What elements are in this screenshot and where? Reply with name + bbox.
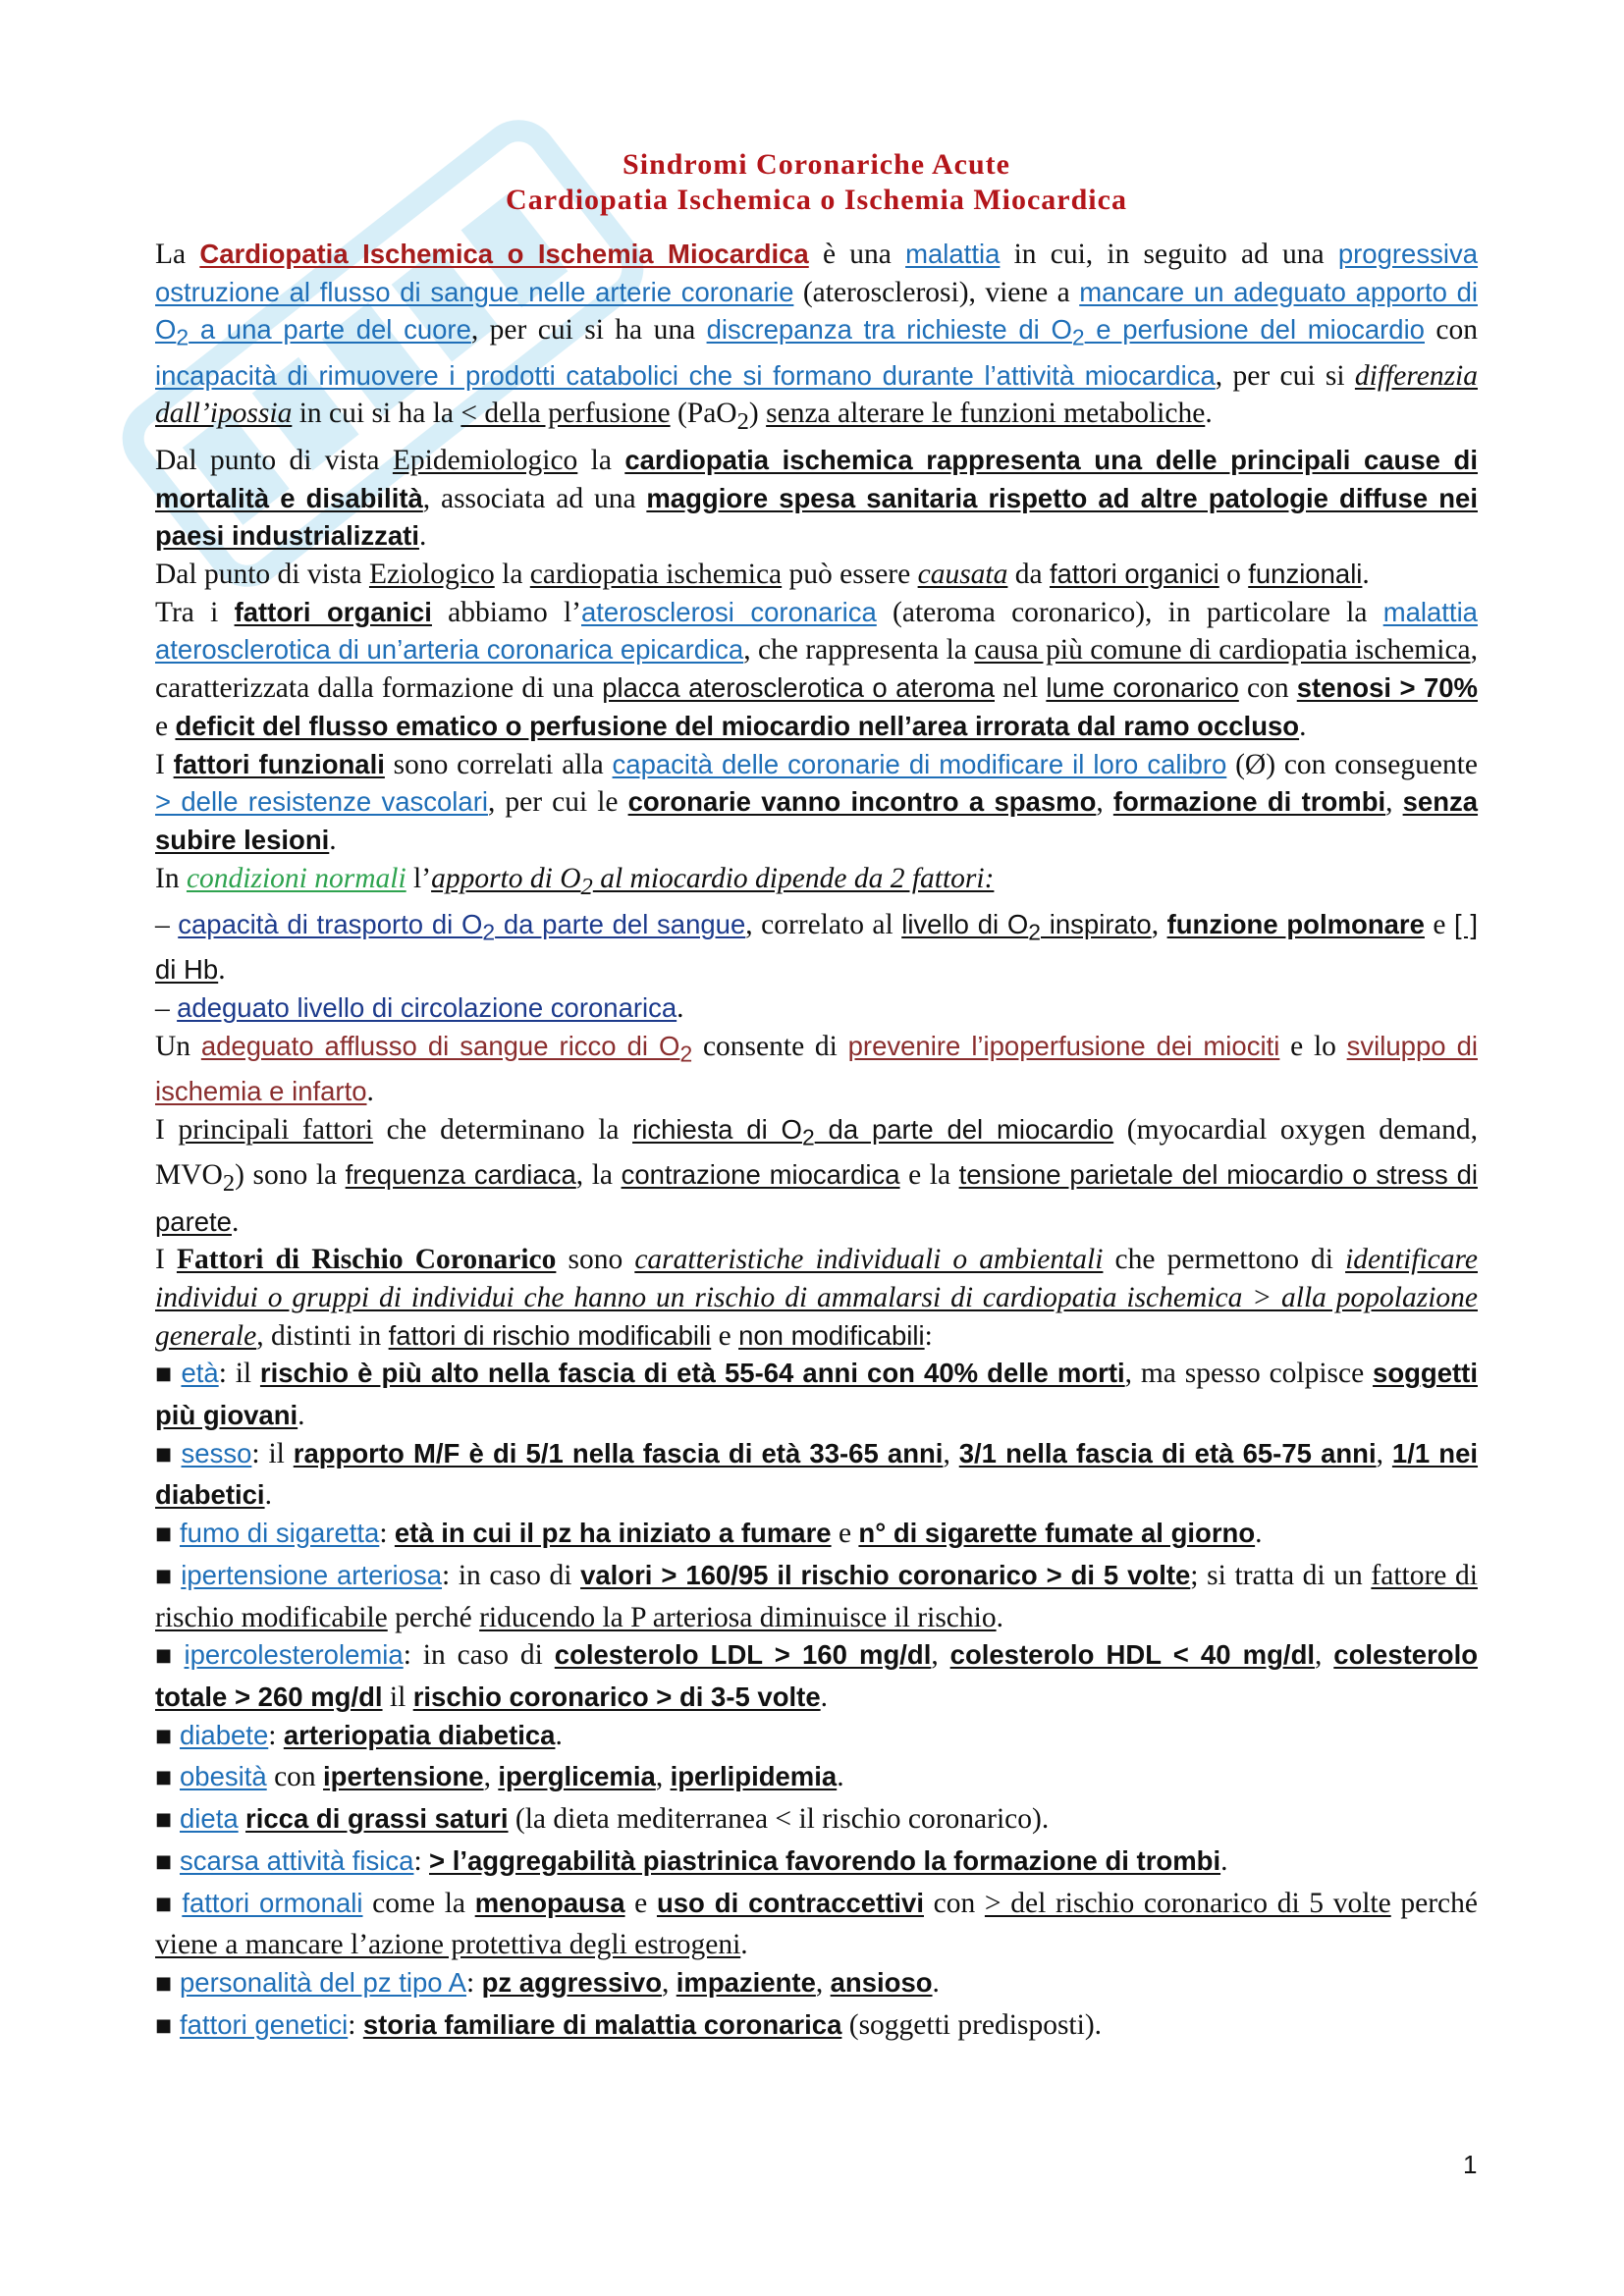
bullet-hormonal: ■ fattori ormonali come la menopausa e uso di contraccettivi con > del rischio coronarico di 5 volte perché viene a mancare l’azione protettiva degli estrogeni. <box>155 1887 1478 1961</box>
paragraph-oxygen-demand: I principali fattori che determinano la richiesta di $O_2$ da parte del miocardio (myocardial oxygen demand, $MVO_2$) sono la frequenza cardiaca, la contrazione miocardica e la tensione parietale del miocardio o stress di parete. <box>155 1113 1479 1238</box>
paragraph-blood-flow: Un adeguato afflusso di sangue ricco di $O_2$ consente di prevenire l’ipoperfusione dei miociti e lo sviluppo di ischemia e infarto. <box>155 1030 1478 1108</box>
bullet-smoking: ■ fumo di sigaretta: età in cui il pz ha iniziato a fumare e n° di sigarette fumate al giorno. <box>155 1518 1263 1550</box>
title-line-1: Sindromi Coronariche Acute <box>623 148 1010 181</box>
bullet-age: ■ età: il rischio è più alto nella fascia di età 55-64 anni con 40% delle morti, ma spesso colpisce soggetti più giovani. <box>155 1358 1478 1432</box>
bullet-square-icon: ■ <box>155 2014 173 2036</box>
list-item-transport: – capacità di trasporto di $O_2$ da parte del sangue, correlato al livello di $O_2$ inspirato, funzione polmonare e [ ] di Hb. <box>155 909 1479 987</box>
paragraph-risk-factors: I Fattori di Rischio Coronarico sono caratteristiche individuali o ambientali che permettono di identificare individui o gruppi di individui che hanno un rischio di ammalarsi di cardiopatia ischemica > alla popolazione generale, distinti in fattori di rischio modificabili e non modificabili: <box>155 1244 1479 1352</box>
bullet-genetics: ■ fattori genetici: storia familiare di malattia coronarica (soggetti predisposti). <box>155 2008 1103 2041</box>
bullet-square-icon: ■ <box>155 1363 174 1385</box>
bullet-square-icon: ■ <box>155 1767 173 1789</box>
title-line-2: Cardiopatia Ischemica o Ischemia Miocardica <box>506 184 1127 216</box>
bullet-physical-activity: ■ scarsa attività fisica: > l’aggregabilità piastrinica favorendo la formazione di trombi. <box>155 1844 1228 1877</box>
bullet-cholesterol: ■ ipercolesterolemia: in caso di colesterolo LDL > 160 mg/dl, colesterolo HDL < 40 mg/dl, colesterolo totale > 260 mg/dl il rischio coronarico > di 3-5 volte. <box>155 1639 1479 1713</box>
paragraph-functional-factors: I fattori funzionali sono correlati alla capacità delle coronarie di modificare il loro calibro (Ø) con conseguente > delle resistenze vascolari, per cui le coronarie vanno incontro a spasmo, formazione di trombi, senza subire lesioni. <box>155 748 1479 856</box>
bullet-square-icon: ■ <box>155 1443 174 1465</box>
paragraph-intro: La Cardiopatia Ischemica o Ischemia Miocardica è una malattia in cui, in seguito ad una progressiva ostruzione al flusso di sangue nelle arterie coronarie (aterosclerosi), viene a mancare un adeguato apporto di $O_2$ a una parte del cuore, per cui si ha una discrepanza tra richieste di $O_2$ e perfusione del miocardio con incapacità di rimuovere i prodotti catabolici che si formano durante l’attività miocardica, per cui si differenzia dall’ipossia in cui si ha la < della perfusione (PaO$_2$) senza alterare le funzioni metaboliche. <box>155 239 1479 436</box>
page-number: 1 <box>1463 2150 1478 2179</box>
bullet-square-icon: ■ <box>155 1523 173 1545</box>
bullet-square-icon: ■ <box>155 1850 173 1872</box>
bullet-diet: ■ dieta ricca di grassi saturi (la dieta mediterranea < il rischio coronarico). <box>155 1803 1050 1836</box>
bullet-obesity: ■ obesità con ipertensione, iperglicemia, iperlipidemia. <box>155 1761 844 1793</box>
bullet-square-icon: ■ <box>155 1972 173 1994</box>
bullet-sex: ■ sesso: il rapporto M/F è di 5/1 nella fascia di età 33-65 anni, 3/1 nella fascia di età 65-75 anni, 1/1 nei diabetici. <box>155 1437 1479 1512</box>
list-item-circulation: – adeguato livello di circolazione coronarica. <box>155 992 684 1025</box>
bullet-hypertension: ■ ipertensione arteriosa: in caso di valori > 160/95 il rischio coronarico > di 5 volte; si tratta di un fattore di rischio modificabile perché riducendo la P arteriosa diminuisce il rischio. <box>155 1559 1478 1633</box>
bullet-personality: ■ personalità del pz tipo A: pz aggressivo, impaziente, ansioso. <box>155 1966 940 1999</box>
bullet-diabetes: ■ diabete: arteriopatia diabetica. <box>155 1719 563 1751</box>
paragraph-etiology: Dal punto di vista Eziologico la cardiopatia ischemica può essere causata da fattori organici o funzionali. <box>155 559 1370 591</box>
bullet-square-icon: ■ <box>155 1565 174 1586</box>
bullet-square-icon: ■ <box>155 1893 175 1914</box>
bullet-square-icon: ■ <box>155 1725 173 1746</box>
paragraph-epidemiology: Dal punto di vista Epidemiologico la cardiopatia ischemica rappresenta una delle principali cause di mortalità e disabilità, associata ad una maggiore spesa sanitaria rispetto ad altre patologie diffuse nei paesi industrializzati. <box>155 444 1479 553</box>
bullet-square-icon: ■ <box>155 1645 177 1667</box>
document-page <box>155 147 1478 2048</box>
paragraph-organic-factors: Tra i fattori organici abbiamo l’aterosclerosi coronarica (ateroma coronarico), in particolare la malattia aterosclerotica di un’arteria coronarica epicardica, che rappresenta la causa più comune di cardiopatia ischemica, caratterizzata dalla formazione di una placca aterosclerotica o ateroma nel lume coronarico con stenosi > 70% e deficit del flusso ematico o perfusione del miocardio nell’area irrorata dal ramo occluso. <box>155 596 1479 742</box>
bullet-square-icon: ■ <box>155 1809 173 1831</box>
paragraph-normal-conditions: In condizioni normali l’apporto di $O_2$ al miocardio dipende da 2 fattori: <box>155 862 995 900</box>
